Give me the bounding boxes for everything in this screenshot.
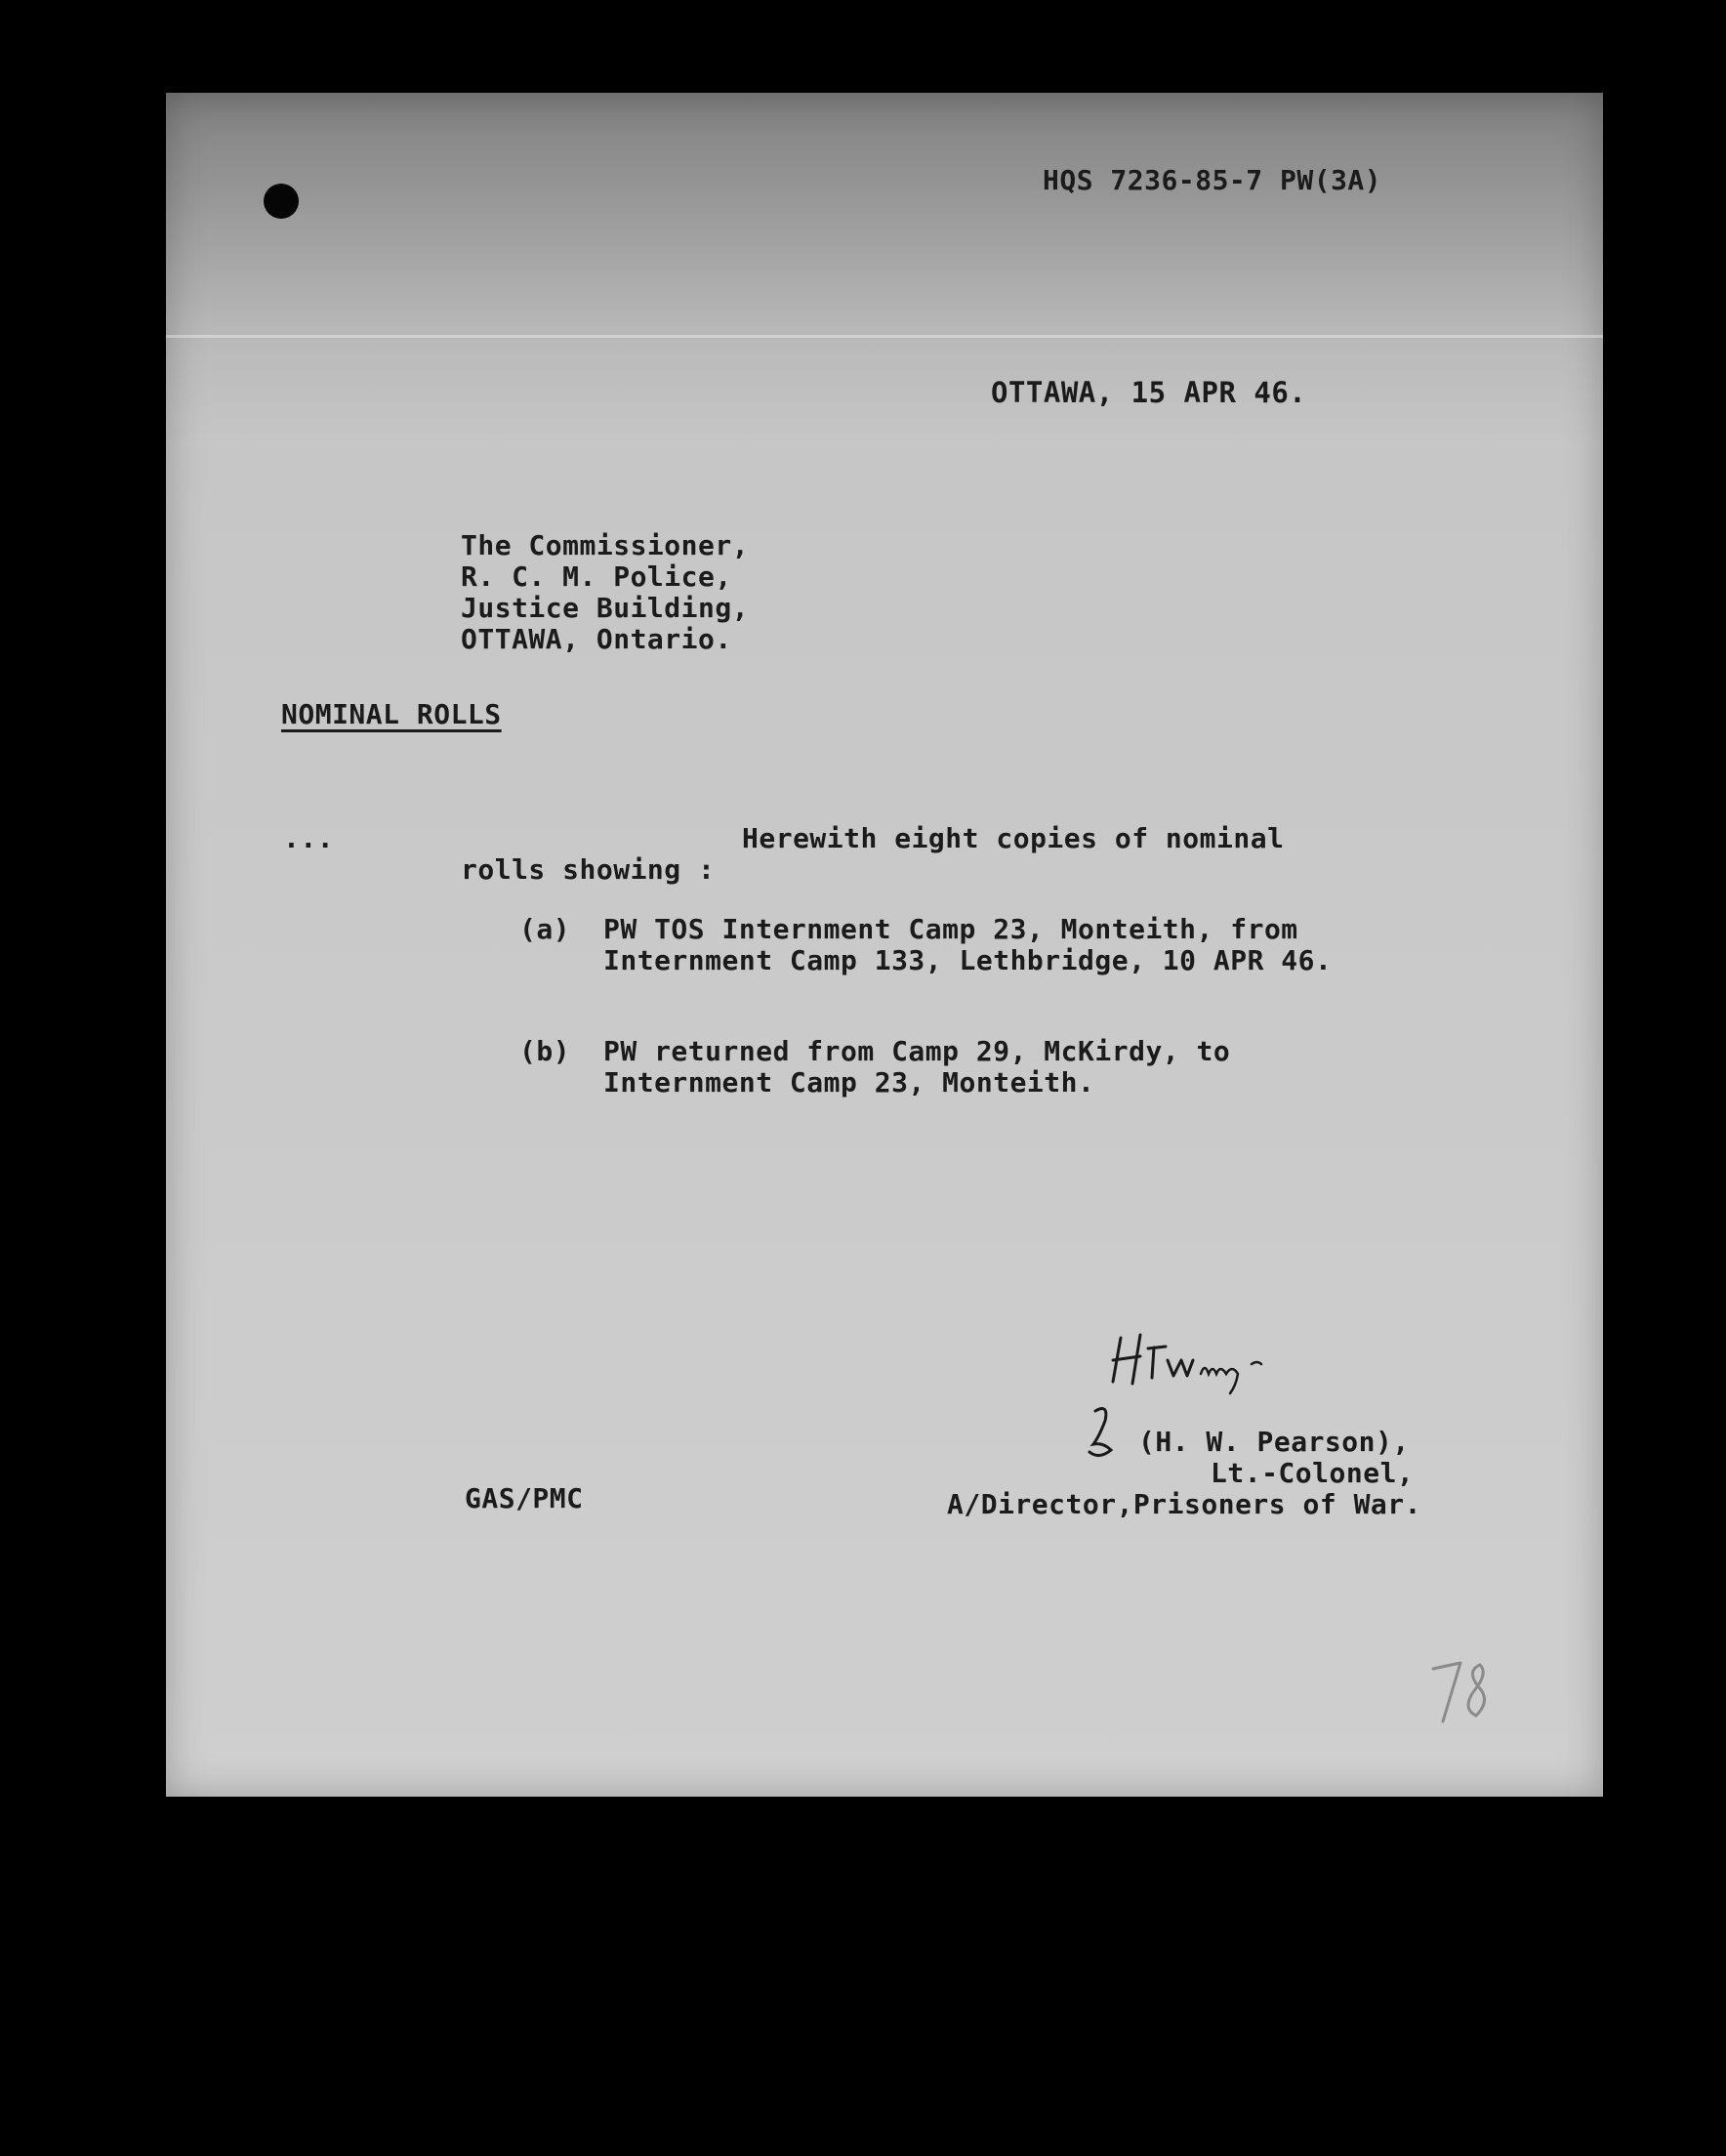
addressee-line: The Commissioner, — [461, 529, 750, 561]
signatory-rank: Lt.-Colonel, — [1211, 1457, 1415, 1489]
list-item-text: Internment Camp 133, Lethbridge, 10 APR 46. — [603, 944, 1333, 976]
list-item-text: Internment Camp 23, Monteith. — [603, 1066, 1095, 1099]
addressee-line: Justice Building, — [461, 592, 750, 624]
letter-page — [166, 93, 1603, 1797]
list-item-text: PW returned from Camp 29, McKirdy, to — [603, 1035, 1231, 1067]
body-text-line: rolls showing : — [461, 853, 716, 886]
reference-initials: GAS/PMC — [465, 1482, 584, 1514]
list-item-label: (a) — [519, 913, 571, 945]
signatory-title: A/Director,Prisoners of War. — [947, 1488, 1422, 1520]
file-reference: HQS 7236-85-7 PW(3A) — [1043, 164, 1382, 196]
dateline: OTTAWA, 15 APR 46. — [991, 376, 1307, 409]
addressee-line: R. C. M. Police, — [461, 560, 732, 593]
list-item-text: PW TOS Internment Camp 23, Monteith, from — [603, 913, 1298, 945]
addressee-line: OTTAWA, Ontario. — [461, 623, 732, 655]
list-item-label: (b) — [519, 1035, 571, 1067]
punch-hole — [264, 184, 299, 219]
body-ellipsis: ... — [283, 822, 335, 854]
body-text-line: Herewith eight copies of nominal — [742, 822, 1285, 854]
handwritten-folio-number-icon — [1425, 1645, 1513, 1733]
signatory-name: (H. W. Pearson), — [1138, 1426, 1410, 1458]
subject-heading: NOMINAL ROLLS — [281, 698, 502, 730]
